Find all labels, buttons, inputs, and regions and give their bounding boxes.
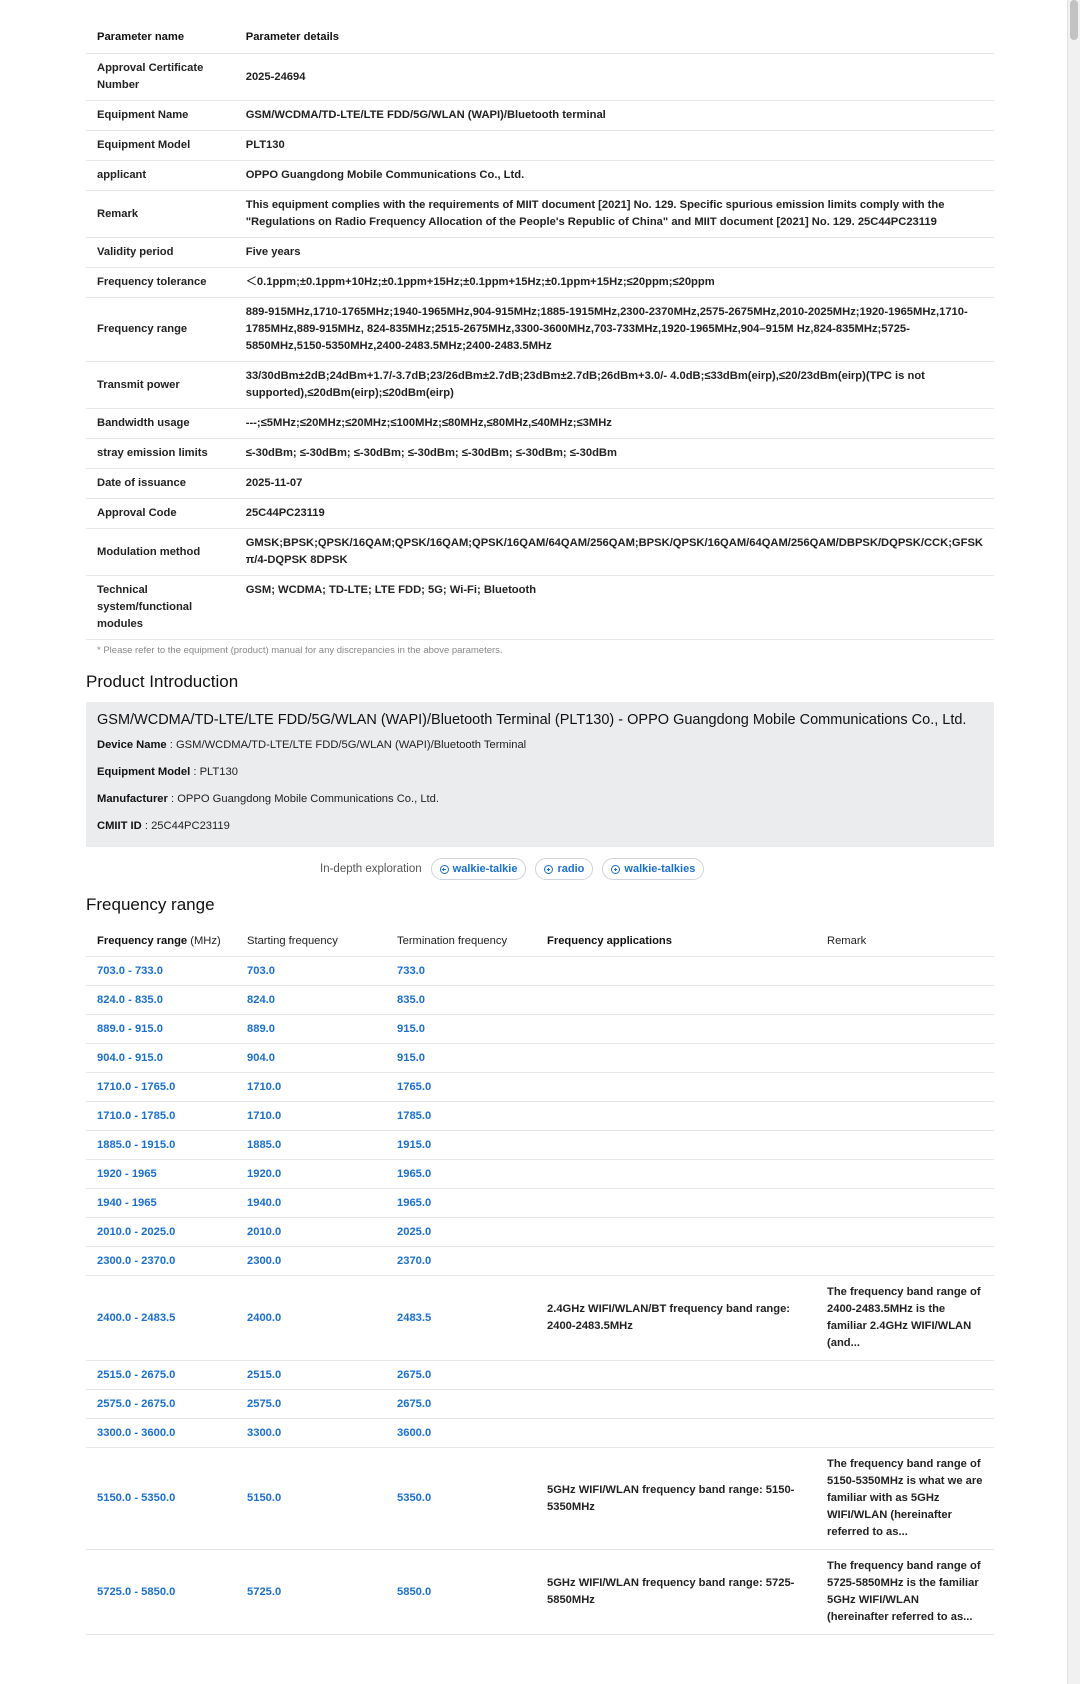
- frequency-application: [536, 1189, 816, 1218]
- param-key: stray emission limits: [86, 439, 235, 469]
- scrollbar-thumb[interactable]: [1070, 0, 1078, 40]
- termination-frequency-link[interactable]: 3600.0: [386, 1419, 536, 1448]
- termination-frequency-link[interactable]: 733.0: [386, 957, 536, 986]
- param-value: GMSK;BPSK;QPSK/16QAM;QPSK/16QAM;QPSK/16QAM/64QAM/256QAM;BPSK/QPSK/16QAM/64QAM/256QAM/DBPSK/DQPSK/CCK;GFSK π/4-DQPSK 8DPSK: [235, 529, 994, 576]
- manufacturer-row: Manufacturer : OPPO Guangdong Mobile Communications Co., Ltd.: [97, 793, 440, 805]
- frequency-row: [86, 1015, 994, 1044]
- col-range-unit: (MHz): [187, 935, 221, 947]
- frequency-application: 5GHz WIFI/WLAN frequency band range: 5725-5850MHz: [536, 1550, 816, 1635]
- starting-frequency-link[interactable]: 2575.0: [236, 1390, 386, 1419]
- frequency-row: [86, 1276, 994, 1361]
- starting-frequency-link[interactable]: 904.0: [236, 1044, 386, 1073]
- starting-frequency-link[interactable]: 1940.0: [236, 1189, 386, 1218]
- frequency-table: [86, 927, 994, 1635]
- manufacturer-label: Manufacturer: [97, 793, 168, 805]
- param-value: PLT130: [235, 131, 994, 161]
- frequency-application: [536, 1361, 816, 1390]
- frequency-range-heading: Frequency range: [86, 895, 215, 914]
- frequency-remark: [816, 1131, 994, 1160]
- frequency-range-link[interactable]: 3300.0 - 3600.0: [86, 1419, 236, 1448]
- explore-label: In-depth exploration: [320, 863, 422, 875]
- product-intro-heading: Product Introduction: [86, 672, 239, 691]
- device-name-value: GSM/WCDMA/TD-LTE/LTE FDD/5G/WLAN (WAPI)/Bluetooth Terminal: [175, 739, 527, 751]
- frequency-application: [536, 1044, 816, 1073]
- param-value: GSM; WCDMA; TD-LTE; LTE FDD; 5G; Wi-Fi; Bluetooth: [235, 576, 994, 640]
- frequency-remark: [816, 1073, 994, 1102]
- param-row: [86, 238, 994, 268]
- cmiit-label: CMIIT ID: [97, 820, 142, 832]
- frequency-row: [86, 1419, 994, 1448]
- frequency-row: [86, 1044, 994, 1073]
- param-key: Modulation method: [86, 529, 235, 576]
- frequency-range-link[interactable]: 1710.0 - 1785.0: [86, 1102, 236, 1131]
- scrollbar[interactable]: [1067, 0, 1080, 1684]
- frequency-remark: [816, 957, 994, 986]
- frequency-remark: [816, 1419, 994, 1448]
- plus-circle-icon: [611, 865, 620, 874]
- col-range-title: Frequency range: [97, 935, 188, 947]
- frequency-range-link[interactable]: 889.0 - 915.0: [86, 1015, 236, 1044]
- cmiit-value: 25C44PC23119: [151, 820, 230, 832]
- param-value-link[interactable]: 25C44PC23119: [235, 499, 994, 529]
- col-frequency-range: [86, 927, 236, 957]
- frequency-application: [536, 1015, 816, 1044]
- manufacturer-value: OPPO Guangdong Mobile Communications Co., Ltd.: [177, 793, 440, 805]
- frequency-range-link[interactable]: 1885.0 - 1915.0: [86, 1131, 236, 1160]
- frequency-range-link[interactable]: 703.0 - 733.0: [86, 957, 236, 986]
- param-row: [86, 439, 994, 469]
- plus-circle-icon: [544, 865, 553, 874]
- frequency-application: [536, 1390, 816, 1419]
- frequency-remark: [816, 1102, 994, 1131]
- frequency-application: [536, 1160, 816, 1189]
- frequency-remark: [816, 986, 994, 1015]
- col-remark: Remark: [816, 927, 994, 957]
- frequency-remark: [816, 1218, 994, 1247]
- param-key: Equipment Model: [86, 131, 235, 161]
- termination-frequency-link[interactable]: 1965.0: [386, 1160, 536, 1189]
- equipment-model-row: Equipment Model : PLT130: [97, 766, 238, 778]
- param-value: ＜0.1ppm;±0.1ppm+10Hz;±0.1ppm+15Hz;±0.1ppm+15Hz;±0.1ppm+15Hz;≤20ppm;≤20ppm: [235, 268, 994, 298]
- frequency-row: [86, 957, 994, 986]
- termination-frequency-link[interactable]: 1785.0: [386, 1102, 536, 1131]
- param-key: Approval Code: [86, 499, 235, 529]
- termination-frequency-link[interactable]: 2675.0: [386, 1361, 536, 1390]
- termination-frequency-link[interactable]: 2483.5: [386, 1276, 536, 1361]
- frequency-range-link[interactable]: 824.0 - 835.0: [86, 986, 236, 1015]
- tag-walkie-talkies[interactable]: [602, 858, 704, 880]
- termination-frequency-link[interactable]: 2370.0: [386, 1247, 536, 1276]
- frequency-remark: [816, 1015, 994, 1044]
- frequency-application: [536, 1247, 816, 1276]
- param-row: [86, 529, 994, 576]
- frequency-range-link[interactable]: 2300.0 - 2370.0: [86, 1247, 236, 1276]
- frequency-row: [86, 1247, 994, 1276]
- cmiit-row: CMIIT ID : 25C44PC23119: [97, 820, 230, 832]
- param-key: Frequency tolerance: [86, 268, 235, 298]
- param-row: [86, 101, 994, 131]
- frequency-row: [86, 1448, 994, 1550]
- frequency-remark: [816, 1044, 994, 1073]
- frequency-range-link[interactable]: 2010.0 - 2025.0: [86, 1218, 236, 1247]
- product-intro-box: [86, 702, 994, 847]
- starting-frequency-link[interactable]: 703.0: [236, 957, 386, 986]
- param-row: [86, 499, 994, 529]
- param-name-header: Parameter name: [86, 22, 235, 54]
- param-row: [86, 191, 994, 238]
- main-content: [86, 0, 994, 1635]
- frequency-row: [86, 1361, 994, 1390]
- frequency-application: [536, 1102, 816, 1131]
- param-row: [86, 268, 994, 298]
- frequency-application: [536, 1073, 816, 1102]
- frequency-range-link[interactable]: 1940 - 1965: [86, 1189, 236, 1218]
- equipment-model-label: Equipment Model: [97, 766, 191, 778]
- frequency-range-link[interactable]: 2515.0 - 2675.0: [86, 1361, 236, 1390]
- termination-frequency-link[interactable]: 1965.0: [386, 1189, 536, 1218]
- frequency-range-link[interactable]: 5150.0 - 5350.0: [86, 1448, 236, 1550]
- starting-frequency-link[interactable]: 2515.0: [236, 1361, 386, 1390]
- frequency-row: [86, 986, 994, 1015]
- starting-frequency-link[interactable]: 5150.0: [236, 1448, 386, 1550]
- param-key: Approval Certificate Number: [86, 54, 235, 101]
- frequency-application: 2.4GHz WIFI/WLAN/BT frequency band range: 2400-2483.5MHz: [536, 1276, 816, 1361]
- device-name-label: Device Name: [97, 739, 167, 751]
- frequency-range-link[interactable]: 5725.0 - 5850.0: [86, 1550, 236, 1635]
- param-value: 889-915MHz,1710-1765MHz;1940-1965MHz,904-915MHz;1885-1915MHz,2300-2370MHz,2575-2675MHz,2010-2025MHz;1920-1965MHz,1710-1785MHz,889-915MHz, 824-835MHz;2515-2675MHz,3300-3600MHz,703-733MHz,1920-1965MHz,904–915M Hz,824-835MHz;5725-5850MHz,5150-5350MHz,2400-2483.5MHz;2400-2483.5MHz: [235, 298, 994, 362]
- frequency-row: [86, 1160, 994, 1189]
- frequency-row: [86, 1102, 994, 1131]
- starting-frequency-link[interactable]: 824.0: [236, 986, 386, 1015]
- termination-frequency-link[interactable]: 5850.0: [386, 1550, 536, 1635]
- termination-frequency-link[interactable]: 2675.0: [386, 1390, 536, 1419]
- param-row: [86, 298, 994, 362]
- param-value: This equipment complies with the requirements of MIIT document [2021] No. 129. Specific spurious emission limits comply with the "Regulations on Radio Frequency Allocation of the People's Republic of China" and MIIT document [2021] No. 129. 25C44PC23119: [235, 191, 994, 238]
- frequency-application: [536, 1419, 816, 1448]
- plus-circle-icon: [440, 865, 449, 874]
- frequency-row: [86, 1073, 994, 1102]
- frequency-row: [86, 1218, 994, 1247]
- param-key: Equipment Name: [86, 101, 235, 131]
- tag-walkie-talkie[interactable]: [431, 858, 527, 880]
- frequency-remark: [816, 1160, 994, 1189]
- param-key: applicant: [86, 161, 235, 191]
- termination-frequency-link[interactable]: 2025.0: [386, 1218, 536, 1247]
- termination-frequency-link[interactable]: 1765.0: [386, 1073, 536, 1102]
- termination-frequency-link[interactable]: 1915.0: [386, 1131, 536, 1160]
- starting-frequency-link[interactable]: 1710.0: [236, 1073, 386, 1102]
- param-key: Frequency range: [86, 298, 235, 362]
- starting-frequency-link[interactable]: 889.0: [236, 1015, 386, 1044]
- frequency-application: [536, 1218, 816, 1247]
- frequency-application: [536, 986, 816, 1015]
- product-title: GSM/WCDMA/TD-LTE/LTE FDD/5G/WLAN (WAPI)/Bluetooth Terminal (PLT130) - OPPO Guangdong Mobile Communications Co., Ltd.: [97, 712, 967, 728]
- frequency-range-link[interactable]: 1710.0 - 1765.0: [86, 1073, 236, 1102]
- termination-frequency-link[interactable]: 915.0: [386, 1015, 536, 1044]
- col-frequency-applications: [536, 927, 816, 957]
- col-termination-frequency: Termination frequency: [386, 927, 536, 957]
- equipment-model-value: PLT130: [199, 766, 238, 778]
- frequency-remark: The frequency band range of 5150-5350MHz is what we are familiar with as 5GHz WIFI/WLAN (hereinafter referred to as...: [816, 1448, 994, 1550]
- frequency-remark: [816, 1390, 994, 1419]
- parameters-note: * Please refer to the equipment (product) manual for any discrepancies in the above parameters.: [97, 645, 503, 656]
- frequency-row: [86, 1131, 994, 1160]
- param-key: Transmit power: [86, 362, 235, 409]
- starting-frequency-link[interactable]: 1710.0: [236, 1102, 386, 1131]
- tag-label: radio: [557, 863, 585, 875]
- termination-frequency-link[interactable]: 5350.0: [386, 1448, 536, 1550]
- starting-frequency-link[interactable]: 5725.0: [236, 1550, 386, 1635]
- param-key: Bandwidth usage: [86, 409, 235, 439]
- termination-frequency-link[interactable]: 915.0: [386, 1044, 536, 1073]
- tag-radio[interactable]: [535, 858, 593, 880]
- explore-bar: [86, 857, 994, 881]
- frequency-application: 5GHz WIFI/WLAN frequency band range: 5150-5350MHz: [536, 1448, 816, 1550]
- tag-label: walkie-talkie: [452, 863, 518, 875]
- frequency-range-link[interactable]: 904.0 - 915.0: [86, 1044, 236, 1073]
- frequency-remark: [816, 1247, 994, 1276]
- parameters-table: [86, 22, 994, 640]
- frequency-range-link[interactable]: 2400.0 - 2483.5: [86, 1276, 236, 1361]
- param-row: [86, 362, 994, 409]
- param-row: [86, 54, 994, 101]
- frequency-row: [86, 1189, 994, 1218]
- param-value: GSM/WCDMA/TD-LTE/LTE FDD/5G/WLAN (WAPI)/Bluetooth terminal: [235, 101, 994, 131]
- param-value: ---;≤5MHz;≤20MHz;≤20MHz;≤100MHz;≤80MHz,≤80MHz,≤40MHz;≤3MHz: [235, 409, 994, 439]
- device-name-row: Device Name : GSM/WCDMA/TD-LTE/LTE FDD/5G/WLAN (WAPI)/Bluetooth Terminal: [97, 739, 527, 751]
- frequency-range-link[interactable]: 2575.0 - 2675.0: [86, 1390, 236, 1419]
- frequency-remark: The frequency band range of 2400-2483.5MHz is the familiar 2.4GHz WIFI/WLAN (and...: [816, 1276, 994, 1361]
- param-row: [86, 161, 994, 191]
- starting-frequency-link[interactable]: 2010.0: [236, 1218, 386, 1247]
- param-key: Technical system/functional modules: [86, 576, 235, 640]
- frequency-application: [536, 957, 816, 986]
- param-key: Validity period: [86, 238, 235, 268]
- param-value-link[interactable]: OPPO Guangdong Mobile Communications Co., Ltd.: [235, 161, 994, 191]
- col-starting-frequency: Starting frequency: [236, 927, 386, 957]
- frequency-remark: [816, 1361, 994, 1390]
- starting-frequency-link[interactable]: 1885.0: [236, 1131, 386, 1160]
- param-row: [86, 576, 994, 640]
- frequency-row: [86, 1550, 994, 1635]
- param-value: 2025-11-07: [235, 469, 994, 499]
- frequency-application: [536, 1131, 816, 1160]
- param-value-link[interactable]: 2025-24694: [235, 54, 994, 101]
- param-value: Five years: [235, 238, 994, 268]
- param-details-header: Parameter details: [235, 22, 994, 54]
- param-row: [86, 469, 994, 499]
- param-value: 33/30dBm±2dB;24dBm+1.7/-3.7dB;23/26dBm±2.7dB;23dBm±2.7dB;26dBm+3.0/- 4.0dB;≤33dBm(eirp),≤20/23dBm(eirp)(TPC is not supported),≤20dBm(eirp);≤20dBm(eirp): [235, 362, 994, 409]
- starting-frequency-link[interactable]: 3300.0: [236, 1419, 386, 1448]
- tag-label: walkie-talkies: [624, 863, 696, 875]
- frequency-row: [86, 1390, 994, 1419]
- starting-frequency-link[interactable]: 2400.0: [236, 1276, 386, 1361]
- termination-frequency-link[interactable]: 835.0: [386, 986, 536, 1015]
- frequency-remark: [816, 1189, 994, 1218]
- starting-frequency-link[interactable]: 1920.0: [236, 1160, 386, 1189]
- param-key: Remark: [86, 191, 235, 238]
- frequency-range-link[interactable]: 1920 - 1965: [86, 1160, 236, 1189]
- col-apps-title: Frequency applications: [547, 935, 672, 947]
- param-row: [86, 409, 994, 439]
- param-value: ≤-30dBm; ≤-30dBm; ≤-30dBm; ≤-30dBm; ≤-30dBm; ≤-30dBm; ≤-30dBm: [235, 439, 994, 469]
- param-key: Date of issuance: [86, 469, 235, 499]
- frequency-remark: The frequency band range of 5725-5850MHz is the familiar 5GHz WIFI/WLAN (hereinafter referred to as...: [816, 1550, 994, 1635]
- param-row: [86, 131, 994, 161]
- starting-frequency-link[interactable]: 2300.0: [236, 1247, 386, 1276]
